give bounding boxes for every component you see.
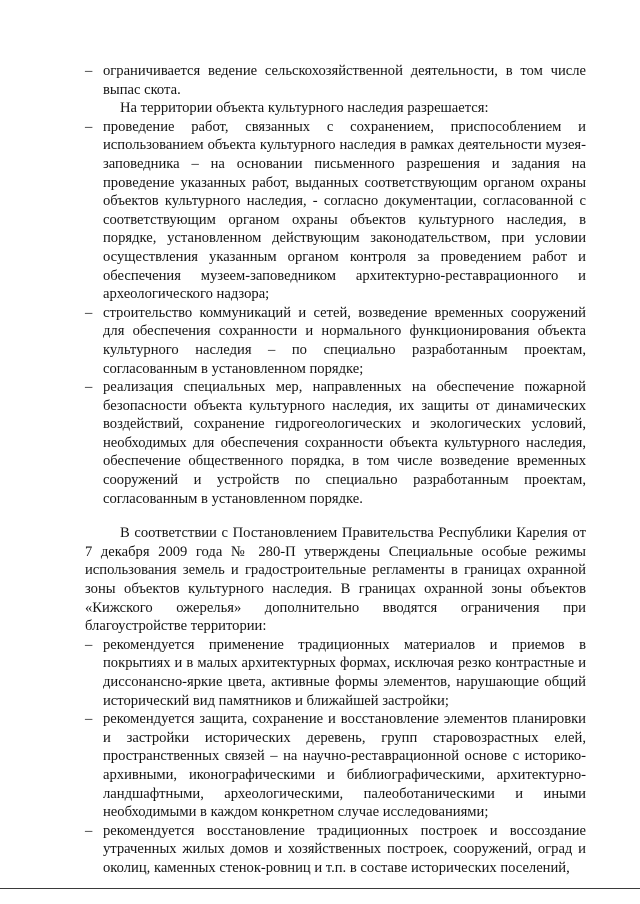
list-item-text: строительство коммуникаций и сетей, возведение временных сооружений для обеспечения сохранности и нормального функционирования объекта культурного наследия – по специально разработанным проектам, согласованным в установленном порядке;	[103, 304, 586, 377]
list-item-text: рекомендуется восстановление традиционных построек и воссоздание утраченных жилых домов и хозяйственных построек, сооружений, оград и околиц, каменных стенок-ровниц и т.п. в составе исторических поселений,	[103, 822, 586, 876]
dash-bullet-icon: –	[85, 636, 93, 653]
list-item	[85, 62, 586, 99]
footer-rule	[0, 888, 640, 889]
dash-bullet-icon: –	[85, 118, 93, 135]
list-item	[85, 378, 586, 508]
list-item	[85, 822, 586, 878]
paragraph: В соответствии с Постановлением Правительства Республики Карелия от 7 декабря 2009 года № 280-П утверждены Специальные особые режимы использования земель и градостроительные регламенты в границах охранной зоны объектов культурного наследия. В границах охранной зоны объектов «Кижского ожерелья» дополнительно вводятся ограничения при благоустройстве территории:	[85, 525, 586, 635]
dash-bullet-icon: –	[85, 711, 93, 728]
list-item	[85, 118, 586, 304]
dash-bullet-icon: –	[85, 63, 93, 79]
paragraph-gap	[85, 508, 586, 524]
list-item-text: проведение работ, связанных с сохранением, приспособлением и использованием объекта культурного наследия в рамках деятельности музея-заповедника – на основании письменного разрешения и задания на проведение указанных работ, выданных соответствующим органом охраны объектов культурного наследия, - согласно документации, согласованной с соответствующим органом охраны объектов культурного наследия, в порядке, установленном действующим законодательством, при условии осуществления указанным органом контроля за проведением работ и обеспечения музеем-заповедником архитектурно-реставрационного и археологического надзора;	[103, 118, 586, 303]
list-item-text: рекомендуется применение традиционных материалов и приемов в покрытиях и в малых архитектурных формах, исключая резко контрастные и диссонансно-яркие цвета, активные формы элементов, нарушающие общий исторический вид памятников и ближайшей застройки;	[103, 636, 586, 709]
list-item-text: рекомендуется защита, сохранение и восстановление элементов планировки и застройки исторических деревень, групп старовозрастных елей, пространственных связей – на научно-реставрационной основе с историко-архивными, иконографическими и библиографическими, архитектурно-ландшафтными, археологическими, палеоботаническими и иными необходимыми в каждом конкретном случае исследованиями;	[103, 711, 586, 821]
list-item	[85, 636, 586, 710]
document-body	[85, 62, 586, 878]
dash-bullet-icon: –	[85, 379, 93, 396]
dash-bullet-icon: –	[85, 822, 93, 839]
list-item-text: реализация специальных мер, направленных на обеспечение пожарной безопасности объекта культурного наследия, их защиты от динамических воздействий, сохранение гидрогеологических и экологических условий, необходимых для обеспечения сохранности объекта культурного наследия, обеспечение общественного порядка, в том числе возведение временных сооружений и устройств по специально разработанным проектам, согласованным в установленном порядке.	[103, 379, 586, 507]
dash-bullet-icon: –	[85, 304, 93, 321]
list-item	[85, 304, 586, 378]
paragraph: На территории объекта культурного наследия разрешается:	[120, 100, 489, 117]
list-item	[85, 710, 586, 822]
list-item-text: ограничивается ведение сельскохозяйственной деятельности, в том числе выпас скота.	[103, 63, 586, 98]
